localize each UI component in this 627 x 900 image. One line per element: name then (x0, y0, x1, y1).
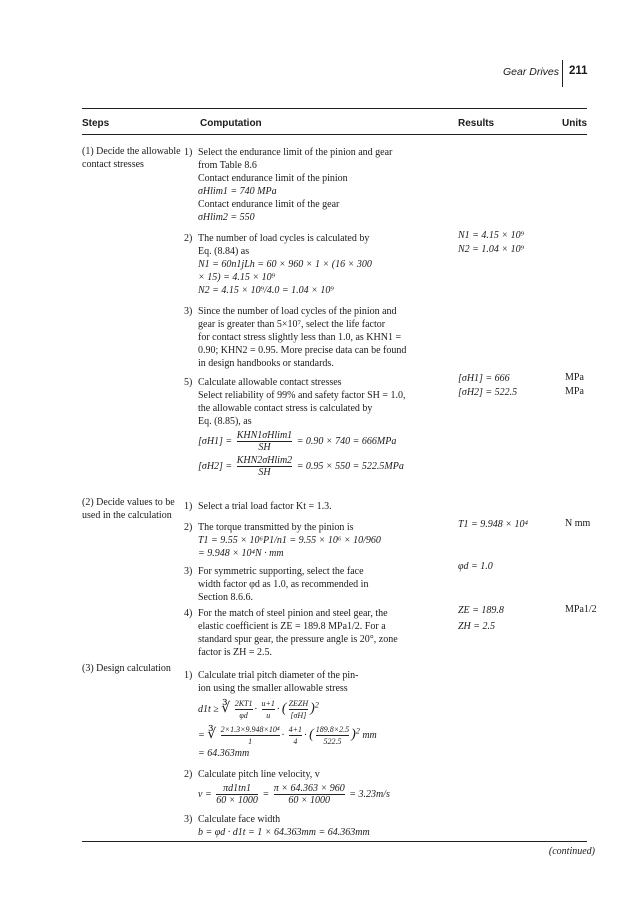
unit-sigma-h1: MPa (565, 372, 584, 383)
text-line: Select reliability of 99% and safety factor SH = 1.0, (198, 390, 406, 401)
fraction (274, 783, 345, 806)
text-line: Calculate allowable contact stresses (198, 377, 342, 388)
denominator: 60 × 1000 (274, 794, 345, 806)
item-number: 1) (184, 501, 193, 512)
unit-ze: MPa1/2 (565, 604, 597, 615)
denominator: 4 (289, 735, 302, 747)
eq-equals: = (262, 788, 270, 800)
equation-line: σHlim2 = 550 (198, 212, 255, 223)
numerator: KHN2σHlim2 (236, 455, 293, 466)
result-n1: N1 = 4.15 × 10⁹ (458, 230, 525, 241)
eq-lhs: v = (198, 788, 212, 800)
unit-t1: N mm (565, 518, 591, 529)
eq-lhs: = (198, 729, 205, 741)
eq-lhs: [σH1] = (198, 435, 233, 447)
denominator: 1 (221, 735, 280, 747)
equation-line: = 64.363mm (198, 748, 250, 759)
numerator: π × 64.363 × 960 (273, 783, 345, 794)
col-header-computation: Computation (200, 118, 262, 129)
equation-line: T1 = 9.55 × 10⁶P1/n1 = 9.55 × 10⁶ × 10/960 (198, 535, 381, 546)
page-number: 211 (569, 65, 588, 77)
table-bottom-rule (82, 841, 587, 842)
computation-b4 (184, 607, 438, 659)
computation-a3 (184, 305, 438, 370)
col-header-units: Units (562, 118, 587, 129)
fraction (262, 698, 275, 721)
continued-note: (continued) (548, 846, 595, 857)
item-number: 5) (184, 377, 193, 388)
computation-b2 (184, 521, 438, 560)
equation-d1t: d1t ≥ ∛ $\frac{2KT1}{\varphi d}$ · $\frac{u+1}{u}$ · ( $\frac{\text{ZEZH}}{[\sigma H]}$ )$^2$ (198, 699, 319, 720)
eq-rhs: = 0.90 × 740 = 666MPa (296, 435, 397, 447)
eq-rhs: = 0.95 × 550 = 522.5MPa (296, 460, 404, 472)
fraction (216, 783, 258, 806)
text-line: for contact stress slightly less than 1.0, as KHN1 = (198, 332, 402, 343)
eq-rhs: = 3.23m/s (349, 788, 390, 800)
text-line: Calculate face width (198, 814, 281, 825)
text-line: The torque transmitted by the pinion is (198, 522, 354, 533)
col-header-steps: Steps (82, 118, 110, 129)
fraction (237, 455, 293, 478)
numerator: 189.8×2.5 (315, 725, 350, 734)
item-number: 2) (184, 233, 193, 244)
text-line: factor is ZH = 2.5. (198, 647, 272, 658)
result-phi-d: φd = 1.0 (458, 561, 493, 572)
numerator: 2×1.3×9.948×10⁴ (220, 725, 280, 734)
denominator: φd (235, 709, 253, 721)
computation-c2 (184, 768, 438, 806)
equation-sigma-h1 (198, 430, 438, 453)
denominator: [σH] (290, 711, 307, 720)
equation-line: b = φd · d1t = 1 × 64.363mm = 64.363mm (198, 827, 370, 838)
result-ze: ZE = 189.8 (458, 605, 504, 616)
fraction (235, 698, 253, 721)
denominator: u (262, 709, 275, 721)
text-line: ion using the smaller allowable stress (198, 683, 348, 694)
header-divider (562, 60, 563, 87)
fraction (316, 724, 349, 747)
computation-c1 (184, 669, 438, 760)
numerator: KHN1σHlim1 (236, 430, 293, 441)
result-t1: T1 = 9.948 × 10⁴ (458, 519, 529, 530)
unit: mm (362, 729, 377, 741)
equation-velocity (198, 783, 438, 806)
text-line: Calculate pitch line velocity, v (198, 769, 320, 780)
text-line: For symmetric supporting, select the face (198, 566, 364, 577)
numerator: 4+1 (288, 725, 303, 734)
denominator: 522.5 (316, 735, 349, 747)
eq-lhs: [σH2] = (198, 460, 233, 472)
col-header-results: Results (458, 118, 495, 129)
computation-b1 (184, 500, 438, 513)
running-header: Gear Drives (502, 66, 559, 78)
fraction (289, 724, 302, 747)
text-line: For the match of steel pinion and steel gear, the (198, 608, 388, 619)
item-number: 3) (184, 306, 193, 317)
item-number: 1) (184, 670, 193, 681)
eq-lhs: d1t ≥ (198, 703, 219, 715)
computation-b3 (184, 565, 438, 604)
exponent: 2 (355, 726, 360, 736)
result-sigma-h1: [σH1] = 666 (458, 373, 510, 384)
step-3-label: (3) Design calculation (82, 663, 171, 674)
step-2-label: (2) Decide values to be used in the calculation (82, 497, 175, 521)
text-line: Contact endurance limit of the gear (198, 199, 340, 210)
item-number: 2) (184, 769, 193, 780)
computation-c3 (184, 813, 438, 839)
step-1-label: (1) Decide the allowable contact stresses (82, 146, 181, 170)
computation-a2 (184, 232, 438, 297)
denominator: SH (237, 441, 293, 453)
text-line: Select the endurance limit of the pinion and gear (198, 147, 393, 158)
numerator: πd1tn1 (223, 783, 251, 794)
text-line: the allowable contact stress is calculated by (198, 403, 373, 414)
equation-line: N2 = 4.15 × 10⁹/4.0 = 1.04 × 10⁹ (198, 285, 334, 296)
text-line: Section 8.6.6. (198, 592, 253, 603)
result-n2: N2 = 1.04 × 10⁹ (458, 244, 525, 255)
unit-sigma-h2: MPa (565, 386, 584, 397)
text-line: elastic coefficient is ZE = 189.8 MPa1/2. For a (198, 621, 386, 632)
text-line: 0.90; KHN2 = 0.95. More precise data can be found (198, 345, 407, 356)
item-number: 3) (184, 814, 193, 825)
text-line: Calculate trial pitch diameter of the pin- (198, 670, 359, 681)
text-line: Select a trial load factor Kt = 1.3. (198, 501, 332, 512)
equation-sigma-h2 (198, 455, 438, 478)
cube-root-symbol: ∛ (221, 700, 231, 716)
text-line: Eq. (8.84) as (198, 246, 250, 257)
item-number: 4) (184, 608, 193, 619)
table-top-rule (82, 108, 587, 109)
numerator: 2KT1 (234, 699, 253, 708)
computation-a1 (184, 146, 438, 224)
text-line: Eq. (8.85), as (198, 416, 252, 427)
equation-line: N1 = 60n1jLh = 60 × 960 × 1 × (16 × 300 (198, 259, 372, 270)
exponent: 2 (314, 700, 319, 710)
item-number: 2) (184, 522, 193, 533)
equation-line: σHlim1 = 740 MPa (198, 186, 277, 197)
text-line: width factor φd as 1.0, as recommended in (198, 579, 369, 590)
text-line: standard spur gear, the pressure angle is 20°, zone (198, 634, 398, 645)
equation-line: = 9.948 × 10⁴N · mm (198, 548, 284, 559)
denominator: SH (237, 466, 293, 478)
item-number: 1) (184, 147, 193, 158)
equation-d1t-numeric: = ∛ $\frac{\text{2×1.3×9.948×10⁴}}{1}$ · $\frac{4+1}{4}$ · ( $\frac{189.8\times 2.5}{522.5}$ )$^2$ mm (198, 725, 377, 746)
equation-line: × 15) = 4.15 × 10⁹ (198, 272, 276, 283)
text-line: Since the number of load cycles of the pinion and (198, 306, 397, 317)
result-sigma-h2: [σH2] = 522.5 (458, 387, 518, 398)
text-line: from Table 8.6 (198, 160, 257, 171)
cube-root-symbol: ∛ (207, 726, 217, 742)
fraction (289, 698, 309, 721)
table-header-rule (82, 134, 587, 135)
result-zh: ZH = 2.5 (458, 621, 496, 632)
text-line: Contact endurance limit of the pinion (198, 173, 348, 184)
text-line: in design handbooks or standards. (198, 358, 334, 369)
item-number: 3) (184, 566, 193, 577)
fraction (237, 430, 293, 453)
text-line: The number of load cycles is calculated by (198, 233, 370, 244)
numerator: ZEZH (288, 699, 309, 708)
fraction (221, 724, 280, 747)
text-line: gear is greater than 5×10⁷, select the life factor (198, 319, 386, 330)
computation-a5 (184, 376, 438, 478)
numerator: u+1 (261, 699, 275, 708)
denominator: 60 × 1000 (216, 795, 258, 806)
